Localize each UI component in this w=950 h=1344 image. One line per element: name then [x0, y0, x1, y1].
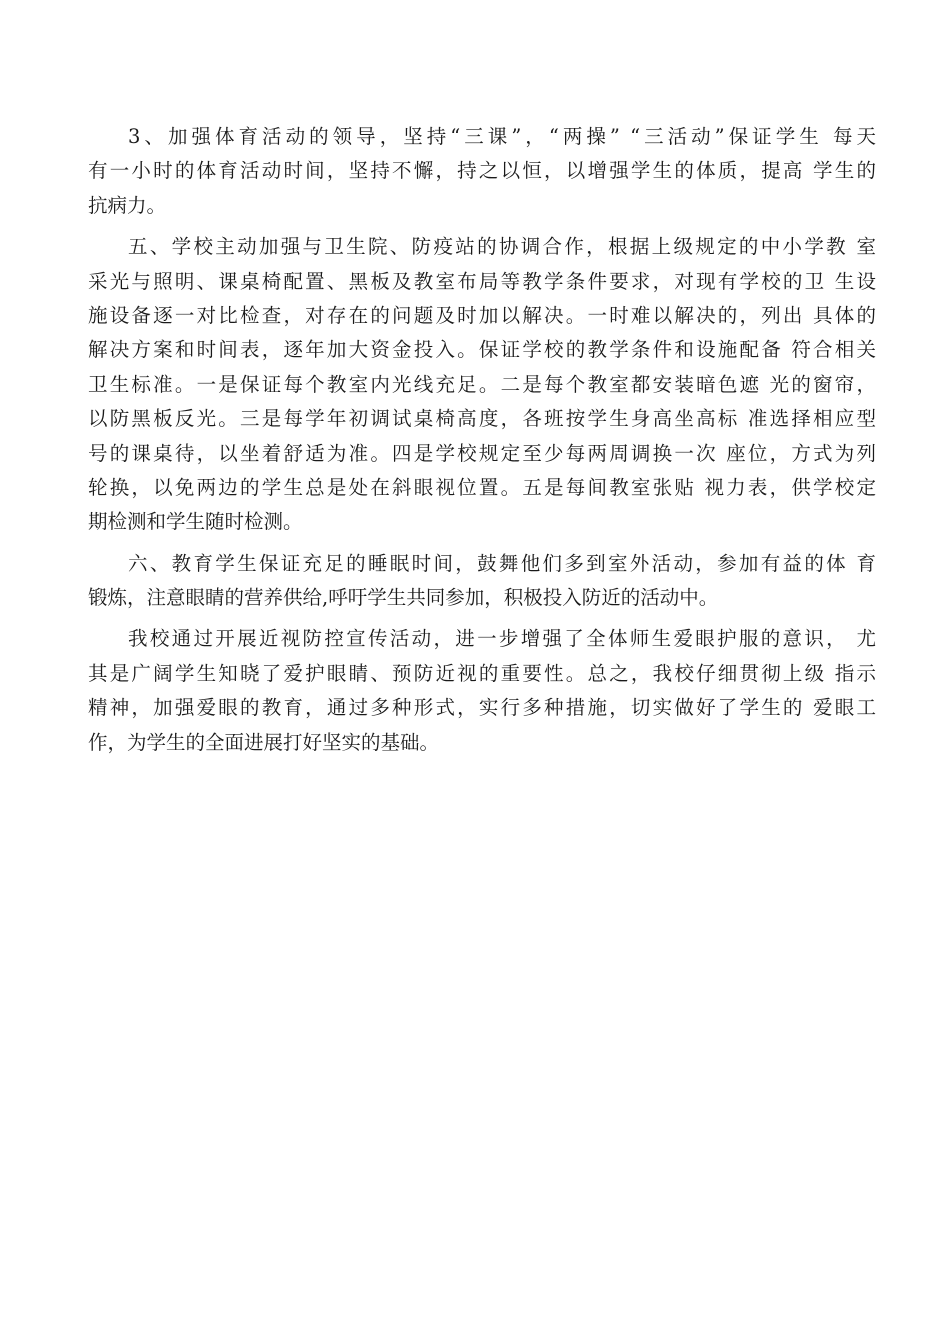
text-line: 3、加强体育活动的领导，坚持“三课”，“两操” “三活动”保证学生 每天 [128, 125, 876, 148]
text-line: 轮换，以免两边的学生总是处在斜眼视位置。五是每间教室张贴 视力表，供学校定 [88, 475, 876, 499]
text-line: 精神，加强爱眼的教育，通过多种形式，实行多种措施，切实做好了学生的 爱眼工 [88, 696, 876, 720]
text-line: 卫生标准。一是保证每个教室内光线充足。二是每个教室都安装暗色遮 光的窗帘， [88, 372, 876, 396]
text-line: 六、教育学生保证充足的睡眠时间，鼓舞他们多到室外活动，参加有益的体 育 [128, 551, 876, 575]
paragraph-physical-activity [88, 120, 876, 223]
text-line: 以防黑板反光。三是每学年初调试桌椅高度，各班按学生身高坐高标 准选择相应型 [88, 407, 876, 431]
text-line: 锻炼，注意眼睛的营养供给,呼吁学生共同参加，积极投入防近的活动中。 [88, 586, 719, 610]
text-line: 施设备逐一对比检查，对存在的问题及时加以解决。一时难以解决的，列出 具体的 [88, 303, 876, 327]
document-body [88, 120, 876, 767]
text-line: 抗病力。 [88, 193, 167, 217]
text-line: 采光与照明、课桌椅配置、黑板及教室布局等教学条件要求，对现有学校的卫 生设 [88, 269, 876, 293]
paragraph-classroom-conditions [88, 230, 876, 540]
text-line: 我校通过开展近视防控宣传活动，进一步增强了全体师生爱眼护服的意识， 尤 [128, 627, 876, 651]
text-line: 五、学校主动加强与卫生院、防疫站的协调合作，根据上级规定的中小学教 室 [128, 235, 876, 259]
text-line: 期检测和学生随时检测。 [88, 510, 303, 534]
text-line: 作，为学生的全面进展打好坚实的基础。 [88, 730, 440, 754]
text-line: 其是广阔学生知晓了爱护眼睛、预防近视的重要性。总之，我校仔细贯彻上级 指示 [88, 661, 876, 685]
text-line: 解决方案和时间表，逐年加大资金投入。保证学校的教学条件和设施配备 符合相关 [88, 338, 876, 362]
paragraph-conclusion [88, 622, 876, 760]
paragraph-sleep-and-outdoor [88, 547, 876, 616]
text-line: 号的课桌待，以坐着舒适为准。四是学校规定至少每两周调换一次 座位，方式为列 [88, 441, 876, 465]
text-line: 有一小时的体育活动时间，坚持不懈，持之以恒，以增强学生的体质，提高 学生的 [88, 159, 876, 183]
